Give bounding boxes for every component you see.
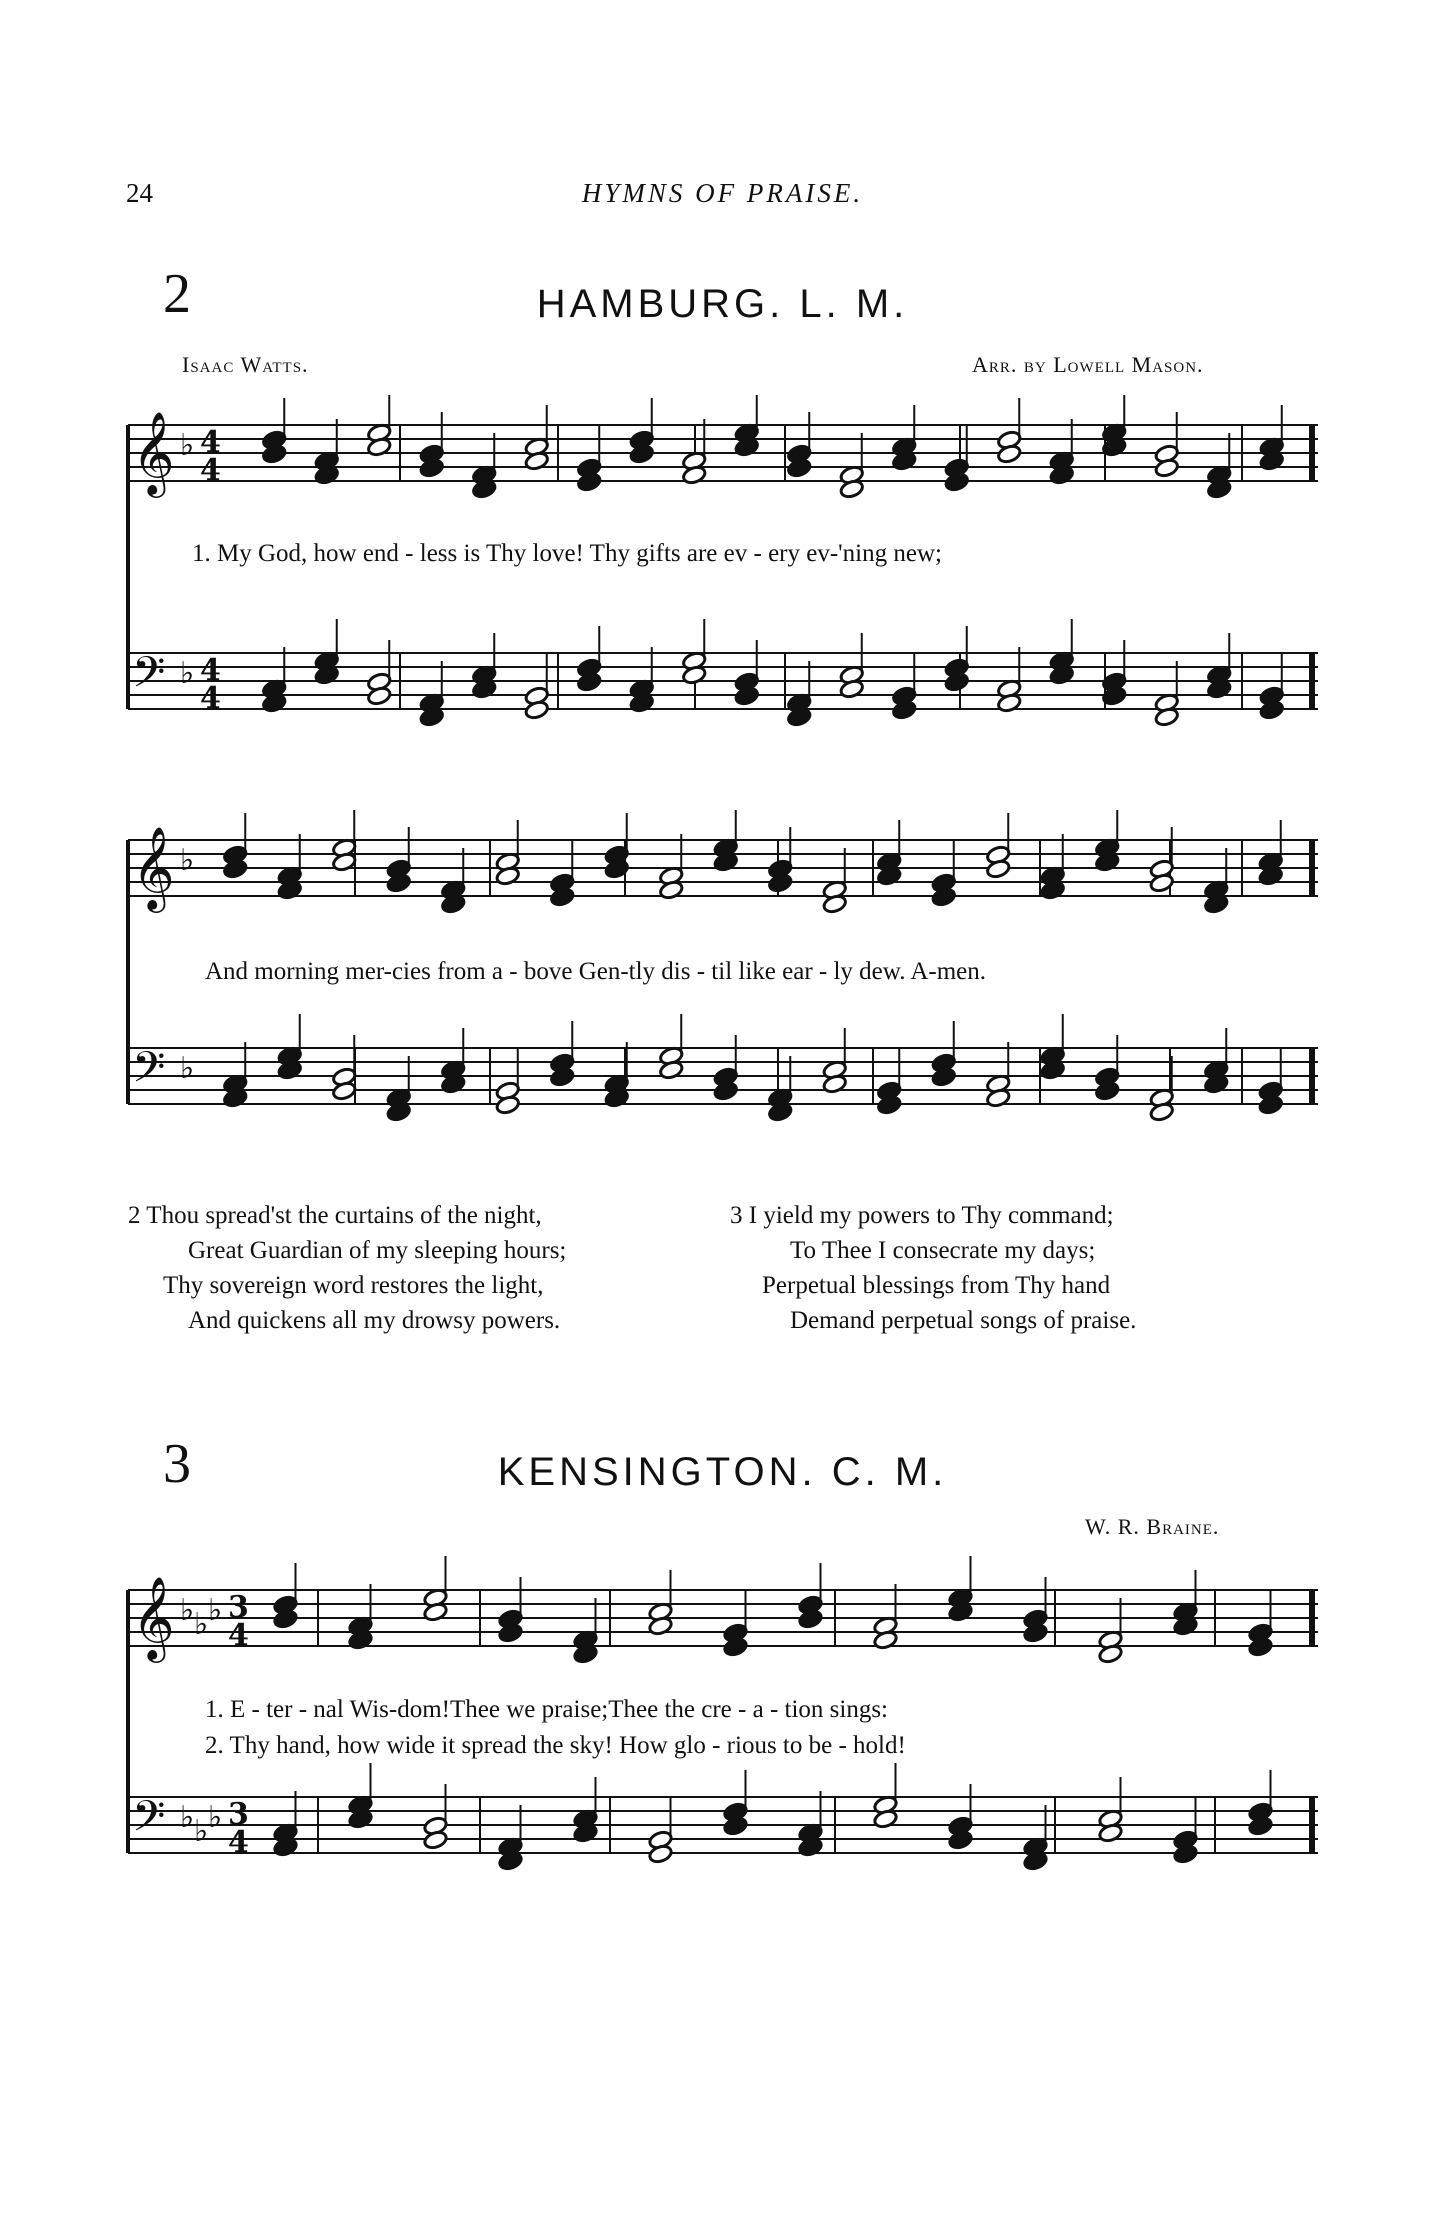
verse-2 — [128, 1198, 566, 1338]
verse-line: Perpetual blessings from Thy hand — [762, 1272, 1111, 1299]
time-signature-top: 4 — [200, 653, 221, 688]
author-credit: Isaac Watts. — [182, 352, 309, 377]
arranger-credit: Arr. by Lowell Mason. — [972, 352, 1204, 377]
treble-clef-icon: 𝄞 — [132, 1575, 175, 1659]
tune-title: HAMBURG. L. M. — [536, 282, 909, 326]
lyric-line: 2. Thy hand, how wide it spread the sky! How glo - rious to be - hold! — [205, 1732, 906, 1759]
flat-icon: ♭ — [180, 1593, 195, 1628]
verse-line: 3 I yield my powers to Thy command; — [730, 1202, 1114, 1229]
page-number: 24 — [126, 178, 153, 208]
verse-line: And quickens all my drowsy powers. — [188, 1307, 561, 1334]
composer-credit: W. R. Braine. — [1085, 1514, 1220, 1539]
time-signature-bottom: 4 — [228, 1618, 249, 1653]
time-signature-bottom: 4 — [200, 453, 221, 488]
time-signature-top: 3 — [228, 1590, 249, 1625]
lyric-line: And morning mer-cies from a - bove Gen-tly dis - til like ear - ly dew. A-men. — [205, 958, 986, 985]
treble-clef-icon: 𝄞 — [132, 410, 175, 494]
time-signature-top: 3 — [228, 1797, 249, 1832]
flat-icon: ♭ — [180, 428, 195, 463]
time-signature-bottom: 4 — [228, 1825, 249, 1860]
hymn-number: 3 — [163, 1433, 191, 1495]
flat-icon: ♭ — [208, 1593, 223, 1628]
flat-icon: ♭ — [194, 1607, 209, 1642]
flat-icon: ♭ — [180, 656, 195, 691]
verse-line: To Thee I consecrate my days; — [790, 1237, 1096, 1264]
flat-icon: ♭ — [180, 1800, 195, 1835]
bass-clef-icon: 𝄢 — [132, 648, 166, 708]
flat-icon: ♭ — [180, 1051, 195, 1086]
flat-icon: ♭ — [180, 843, 195, 878]
running-head-title: HYMNS OF PRAISE. — [581, 178, 864, 208]
time-signature-bottom: 4 — [200, 681, 221, 716]
verse-line: Demand perpetual songs of praise. — [790, 1307, 1137, 1334]
lyric-line: 1. My God, how end - less is Thy love! Thy gifts are ev - ery ev-'ning new; — [192, 540, 942, 567]
verse-line: 2 Thou spread'st the curtains of the night, — [128, 1202, 542, 1229]
time-signature-top: 4 — [200, 425, 221, 460]
lyric-line: 1. E - ter - nal Wis-dom!Thee we praise;Thee the cre - a - tion sings: — [205, 1696, 889, 1723]
bass-clef-icon: 𝄢 — [132, 1792, 166, 1852]
treble-clef-icon: 𝄞 — [132, 825, 175, 909]
flat-icon: ♭ — [208, 1800, 223, 1835]
verse-line: Thy sovereign word restores the light, — [163, 1272, 544, 1299]
flat-icon: ♭ — [194, 1814, 209, 1849]
tune-title: KENSINGTON. C. M. — [497, 1450, 948, 1494]
bass-clef-icon: 𝄢 — [132, 1043, 166, 1103]
verse-line: Great Guardian of my sleeping hours; — [188, 1237, 567, 1264]
hymn-number: 2 — [163, 263, 191, 325]
verse-3 — [730, 1198, 1136, 1338]
